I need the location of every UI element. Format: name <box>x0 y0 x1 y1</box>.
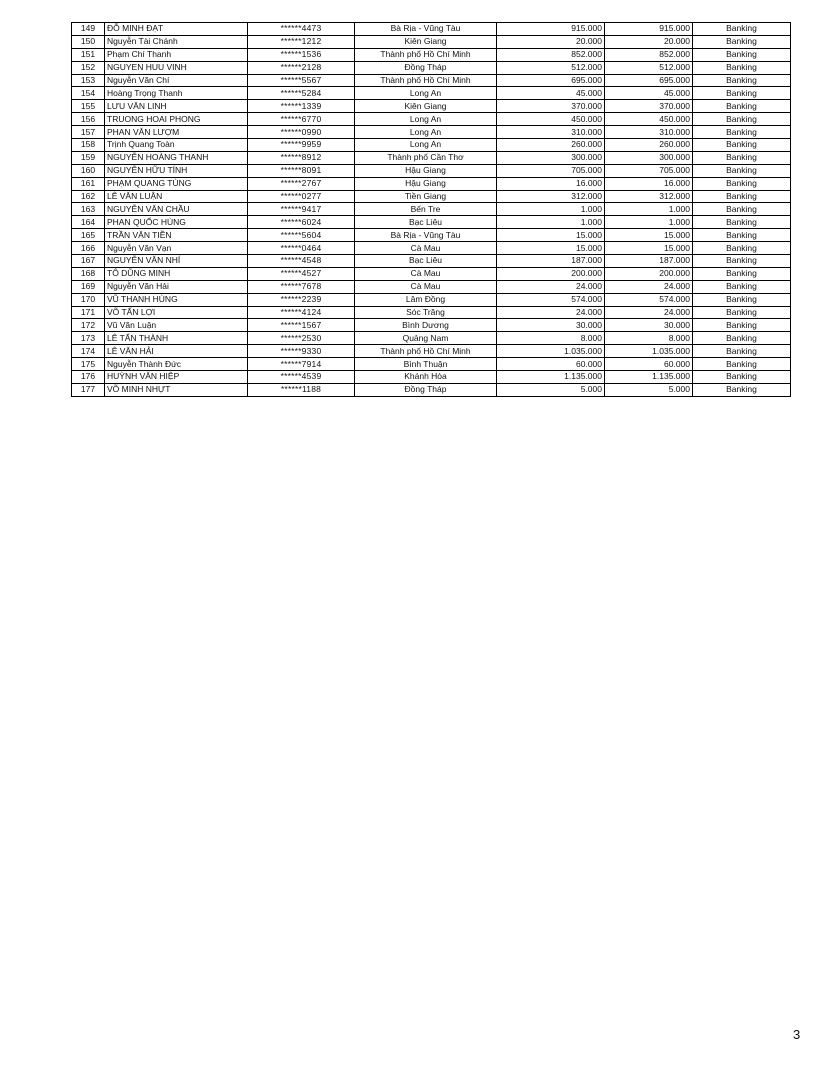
payment-channel-cell: Banking <box>693 100 791 113</box>
row-number-cell: 164 <box>72 216 105 229</box>
customer-name-cell: Nguyễn Văn Vạn <box>105 242 248 255</box>
customer-name-cell: Nguyễn Thành Đức <box>105 358 248 371</box>
amount-confirmed-cell: 1.035.000 <box>605 345 693 358</box>
payment-channel-cell: Banking <box>693 293 791 306</box>
row-number-cell: 151 <box>72 48 105 61</box>
masked-account-cell: ******4124 <box>248 306 355 319</box>
row-number-cell: 173 <box>72 332 105 345</box>
table-row <box>72 358 791 371</box>
customer-name-cell: Trịnh Quang Toàn <box>105 139 248 152</box>
province-cell: Kiên Giang <box>355 35 497 48</box>
masked-account-cell: ******6770 <box>248 113 355 126</box>
transactions-table <box>71 22 791 397</box>
province-cell: Cà Mau <box>355 267 497 280</box>
amount-cell: 512.000 <box>497 61 605 74</box>
payment-channel-cell: Banking <box>693 87 791 100</box>
payment-channel-cell: Banking <box>693 306 791 319</box>
customer-name-cell: PHAN VĂN LƯỢM <box>105 126 248 139</box>
masked-account-cell: ******9417 <box>248 203 355 216</box>
transactions-table-body <box>72 23 791 397</box>
table-row <box>72 48 791 61</box>
amount-cell: 8.000 <box>497 332 605 345</box>
amount-confirmed-cell: 187.000 <box>605 255 693 268</box>
province-cell: Hậu Giang <box>355 164 497 177</box>
province-cell: Bà Rịa - Vũng Tàu <box>355 23 497 36</box>
table-row <box>72 113 791 126</box>
payment-channel-cell: Banking <box>693 229 791 242</box>
row-number-cell: 161 <box>72 177 105 190</box>
table-row <box>72 319 791 332</box>
masked-account-cell: ******2128 <box>248 61 355 74</box>
province-cell: Long An <box>355 139 497 152</box>
amount-cell: 1.000 <box>497 203 605 216</box>
payment-channel-cell: Banking <box>693 332 791 345</box>
customer-name-cell: Nguyễn Văn Chí <box>105 74 248 87</box>
payment-channel-cell: Banking <box>693 319 791 332</box>
masked-account-cell: ******1339 <box>248 100 355 113</box>
amount-confirmed-cell: 574.000 <box>605 293 693 306</box>
table-row <box>72 345 791 358</box>
row-number-cell: 155 <box>72 100 105 113</box>
customer-name-cell: LÊ VĂN HẢI <box>105 345 248 358</box>
table-row <box>72 293 791 306</box>
province-cell: Thành phố Cần Thơ <box>355 151 497 164</box>
payment-channel-cell: Banking <box>693 203 791 216</box>
row-number-cell: 168 <box>72 267 105 280</box>
masked-account-cell: ******0464 <box>248 242 355 255</box>
amount-cell: 24.000 <box>497 280 605 293</box>
amount-confirmed-cell: 915.000 <box>605 23 693 36</box>
payment-channel-cell: Banking <box>693 74 791 87</box>
amount-confirmed-cell: 15.000 <box>605 229 693 242</box>
masked-account-cell: ******5567 <box>248 74 355 87</box>
amount-cell: 1.135.000 <box>497 371 605 384</box>
table-row <box>72 383 791 396</box>
amount-cell: 24.000 <box>497 306 605 319</box>
table-row <box>72 100 791 113</box>
amount-confirmed-cell: 45.000 <box>605 87 693 100</box>
payment-channel-cell: Banking <box>693 383 791 396</box>
amount-confirmed-cell: 312.000 <box>605 190 693 203</box>
row-number-cell: 159 <box>72 151 105 164</box>
row-number-cell: 166 <box>72 242 105 255</box>
table-row <box>72 61 791 74</box>
row-number-cell: 163 <box>72 203 105 216</box>
payment-channel-cell: Banking <box>693 151 791 164</box>
table-row <box>72 177 791 190</box>
amount-confirmed-cell: 24.000 <box>605 280 693 293</box>
table-row <box>72 126 791 139</box>
province-cell: Bạc Liêu <box>355 255 497 268</box>
amount-cell: 370.000 <box>497 100 605 113</box>
amount-cell: 45.000 <box>497 87 605 100</box>
province-cell: Thành phố Hồ Chí Minh <box>355 74 497 87</box>
row-number-cell: 158 <box>72 139 105 152</box>
masked-account-cell: ******7678 <box>248 280 355 293</box>
table-row <box>72 229 791 242</box>
row-number-cell: 172 <box>72 319 105 332</box>
customer-name-cell: VŨ THANH HÙNG <box>105 293 248 306</box>
customer-name-cell: TÔ DŨNG MINH <box>105 267 248 280</box>
masked-account-cell: ******4539 <box>248 371 355 384</box>
amount-cell: 15.000 <box>497 229 605 242</box>
row-number-cell: 175 <box>72 358 105 371</box>
amount-confirmed-cell: 695.000 <box>605 74 693 87</box>
customer-name-cell: LƯU VĂN LINH <box>105 100 248 113</box>
masked-account-cell: ******0990 <box>248 126 355 139</box>
payment-channel-cell: Banking <box>693 177 791 190</box>
payment-channel-cell: Banking <box>693 345 791 358</box>
masked-account-cell: ******4527 <box>248 267 355 280</box>
province-cell: Sóc Trăng <box>355 306 497 319</box>
amount-cell: 5.000 <box>497 383 605 396</box>
amount-cell: 20.000 <box>497 35 605 48</box>
table-row <box>72 23 791 36</box>
payment-channel-cell: Banking <box>693 61 791 74</box>
province-cell: Bình Dương <box>355 319 497 332</box>
customer-name-cell: Phạm Chí Thanh <box>105 48 248 61</box>
amount-cell: 187.000 <box>497 255 605 268</box>
row-number-cell: 149 <box>72 23 105 36</box>
payment-channel-cell: Banking <box>693 113 791 126</box>
masked-account-cell: ******5604 <box>248 229 355 242</box>
amount-cell: 705.000 <box>497 164 605 177</box>
customer-name-cell: Nguyễn Tài Chánh <box>105 35 248 48</box>
row-number-cell: 152 <box>72 61 105 74</box>
row-number-cell: 150 <box>72 35 105 48</box>
amount-cell: 200.000 <box>497 267 605 280</box>
payment-channel-cell: Banking <box>693 139 791 152</box>
amount-cell: 260.000 <box>497 139 605 152</box>
masked-account-cell: ******2239 <box>248 293 355 306</box>
amount-confirmed-cell: 450.000 <box>605 113 693 126</box>
row-number-cell: 167 <box>72 255 105 268</box>
payment-channel-cell: Banking <box>693 48 791 61</box>
amount-cell: 1.035.000 <box>497 345 605 358</box>
masked-account-cell: ******0277 <box>248 190 355 203</box>
row-number-cell: 171 <box>72 306 105 319</box>
amount-confirmed-cell: 15.000 <box>605 242 693 255</box>
row-number-cell: 176 <box>72 371 105 384</box>
masked-account-cell: ******9959 <box>248 139 355 152</box>
amount-cell: 310.000 <box>497 126 605 139</box>
customer-name-cell: ĐỖ MINH ĐẠT <box>105 23 248 36</box>
province-cell: Bình Thuận <box>355 358 497 371</box>
row-number-cell: 162 <box>72 190 105 203</box>
masked-account-cell: ******7914 <box>248 358 355 371</box>
customer-name-cell: NGUYỄN VĂN CHẦU <box>105 203 248 216</box>
province-cell: Kiên Giang <box>355 100 497 113</box>
amount-confirmed-cell: 300.000 <box>605 151 693 164</box>
table-row <box>72 74 791 87</box>
payment-channel-cell: Banking <box>693 371 791 384</box>
province-cell: Long An <box>355 113 497 126</box>
customer-name-cell: Hoàng Trọng Thanh <box>105 87 248 100</box>
amount-confirmed-cell: 30.000 <box>605 319 693 332</box>
payment-channel-cell: Banking <box>693 358 791 371</box>
masked-account-cell: ******6024 <box>248 216 355 229</box>
province-cell: Cà Mau <box>355 242 497 255</box>
masked-account-cell: ******4473 <box>248 23 355 36</box>
customer-name-cell: LÊ TẤN THÀNH <box>105 332 248 345</box>
province-cell: Hậu Giang <box>355 177 497 190</box>
amount-confirmed-cell: 512.000 <box>605 61 693 74</box>
customer-name-cell: VÕ MINH NHỰT <box>105 383 248 396</box>
masked-account-cell: ******1536 <box>248 48 355 61</box>
amount-confirmed-cell: 60.000 <box>605 358 693 371</box>
customer-name-cell: NGUYỄN VĂN NHÍ <box>105 255 248 268</box>
amount-confirmed-cell: 5.000 <box>605 383 693 396</box>
row-number-cell: 170 <box>72 293 105 306</box>
province-cell: Đồng Tháp <box>355 61 497 74</box>
amount-cell: 60.000 <box>497 358 605 371</box>
amount-cell: 300.000 <box>497 151 605 164</box>
table-row <box>72 164 791 177</box>
payment-channel-cell: Banking <box>693 216 791 229</box>
table-row <box>72 190 791 203</box>
payment-channel-cell: Banking <box>693 242 791 255</box>
table-row <box>72 267 791 280</box>
row-number-cell: 174 <box>72 345 105 358</box>
amount-cell: 574.000 <box>497 293 605 306</box>
table-row <box>72 332 791 345</box>
payment-channel-cell: Banking <box>693 190 791 203</box>
amount-confirmed-cell: 200.000 <box>605 267 693 280</box>
customer-name-cell: NGUYỄN HỮU TÍNH <box>105 164 248 177</box>
row-number-cell: 160 <box>72 164 105 177</box>
table-row <box>72 242 791 255</box>
row-number-cell: 169 <box>72 280 105 293</box>
amount-confirmed-cell: 16.000 <box>605 177 693 190</box>
customer-name-cell: TRẦN VĂN TIỀN <box>105 229 248 242</box>
province-cell: Lâm Đồng <box>355 293 497 306</box>
row-number-cell: 157 <box>72 126 105 139</box>
masked-account-cell: ******4548 <box>248 255 355 268</box>
amount-cell: 915.000 <box>497 23 605 36</box>
amount-confirmed-cell: 1.000 <box>605 216 693 229</box>
province-cell: Thành phố Hồ Chí Minh <box>355 345 497 358</box>
customer-name-cell: NGUYEN HUU VINH <box>105 61 248 74</box>
table-row <box>72 139 791 152</box>
province-cell: Bến Tre <box>355 203 497 216</box>
row-number-cell: 154 <box>72 87 105 100</box>
table-row <box>72 216 791 229</box>
province-cell: Long An <box>355 126 497 139</box>
row-number-cell: 165 <box>72 229 105 242</box>
customer-name-cell: LÊ VĂN LUẬN <box>105 190 248 203</box>
payment-channel-cell: Banking <box>693 267 791 280</box>
customer-name-cell: HUỲNH VĂN HIỆP <box>105 371 248 384</box>
table-row <box>72 35 791 48</box>
masked-account-cell: ******1188 <box>248 383 355 396</box>
province-cell: Thành phố Hồ Chí Minh <box>355 48 497 61</box>
amount-cell: 16.000 <box>497 177 605 190</box>
masked-account-cell: ******2530 <box>248 332 355 345</box>
row-number-cell: 156 <box>72 113 105 126</box>
amount-cell: 15.000 <box>497 242 605 255</box>
table-row <box>72 306 791 319</box>
payment-channel-cell: Banking <box>693 35 791 48</box>
province-cell: Khánh Hòa <box>355 371 497 384</box>
customer-name-cell: Nguyễn Văn Hải <box>105 280 248 293</box>
payment-channel-cell: Banking <box>693 280 791 293</box>
table-row <box>72 371 791 384</box>
province-cell: Tiền Giang <box>355 190 497 203</box>
amount-cell: 312.000 <box>497 190 605 203</box>
customer-name-cell: PHẠM QUANG TÙNG <box>105 177 248 190</box>
amount-confirmed-cell: 1.000 <box>605 203 693 216</box>
masked-account-cell: ******8912 <box>248 151 355 164</box>
province-cell: Long An <box>355 87 497 100</box>
payment-channel-cell: Banking <box>693 255 791 268</box>
province-cell: Bạc Liêu <box>355 216 497 229</box>
amount-confirmed-cell: 20.000 <box>605 35 693 48</box>
amount-confirmed-cell: 852.000 <box>605 48 693 61</box>
amount-cell: 30.000 <box>497 319 605 332</box>
masked-account-cell: ******1567 <box>248 319 355 332</box>
amount-cell: 695.000 <box>497 74 605 87</box>
province-cell: Quảng Nam <box>355 332 497 345</box>
masked-account-cell: ******8091 <box>248 164 355 177</box>
province-cell: Cà Mau <box>355 280 497 293</box>
payment-channel-cell: Banking <box>693 23 791 36</box>
masked-account-cell: ******1212 <box>248 35 355 48</box>
amount-confirmed-cell: 310.000 <box>605 126 693 139</box>
table-row <box>72 151 791 164</box>
table-row <box>72 280 791 293</box>
masked-account-cell: ******2767 <box>248 177 355 190</box>
table-row <box>72 255 791 268</box>
amount-confirmed-cell: 370.000 <box>605 100 693 113</box>
payment-channel-cell: Banking <box>693 126 791 139</box>
amount-confirmed-cell: 1.135.000 <box>605 371 693 384</box>
page-number: 3 <box>793 1027 801 1042</box>
amount-cell: 450.000 <box>497 113 605 126</box>
amount-confirmed-cell: 8.000 <box>605 332 693 345</box>
amount-confirmed-cell: 24.000 <box>605 306 693 319</box>
customer-name-cell: VÕ TẤN LỢI <box>105 306 248 319</box>
amount-cell: 852.000 <box>497 48 605 61</box>
amount-confirmed-cell: 705.000 <box>605 164 693 177</box>
payment-channel-cell: Banking <box>693 164 791 177</box>
row-number-cell: 177 <box>72 383 105 396</box>
customer-name-cell: Vũ Văn Luận <box>105 319 248 332</box>
customer-name-cell: TRUONG HOAI PHONG <box>105 113 248 126</box>
customer-name-cell: NGUYỄN HOÀNG THANH <box>105 151 248 164</box>
row-number-cell: 153 <box>72 74 105 87</box>
table-row <box>72 203 791 216</box>
amount-confirmed-cell: 260.000 <box>605 139 693 152</box>
table-row <box>72 87 791 100</box>
province-cell: Bà Rịa - Vũng Tàu <box>355 229 497 242</box>
amount-cell: 1.000 <box>497 216 605 229</box>
customer-name-cell: PHAN QUỐC HÙNG <box>105 216 248 229</box>
masked-account-cell: ******5284 <box>248 87 355 100</box>
province-cell: Đồng Tháp <box>355 383 497 396</box>
masked-account-cell: ******9330 <box>248 345 355 358</box>
